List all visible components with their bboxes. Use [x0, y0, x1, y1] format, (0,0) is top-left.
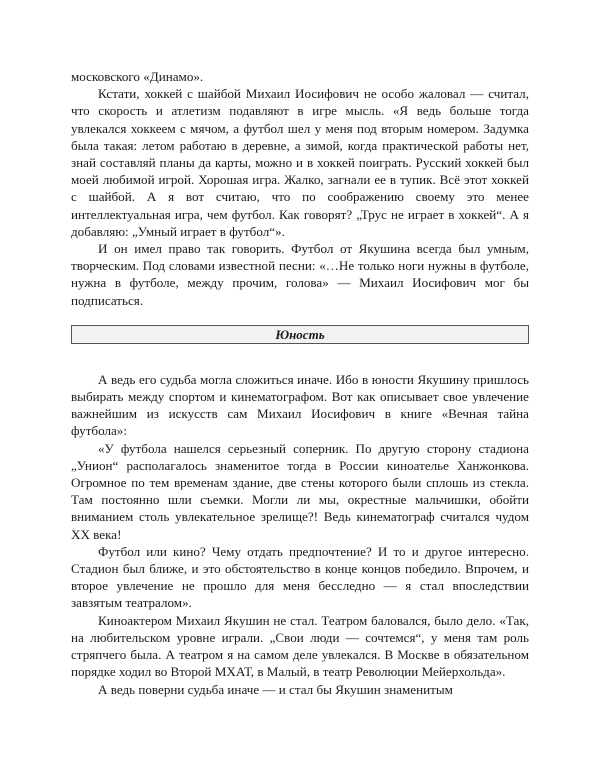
- document-page: [71, 68, 529, 698]
- section-heading: Юность: [71, 325, 529, 344]
- paragraphs-after: [71, 371, 529, 698]
- paragraph: А ведь его судьба могла сложиться иначе. Ибо в юности Якушину пришлось выбирать между спортом и кинематографом. Вот как описывает свое увлечение важнейшим из искусств сам Михаил Иосифович в книге «Вечная тайна футбола»:: [71, 371, 529, 439]
- paragraph: Футбол или кино? Чему отдать предпочтение? И то и другое интересно. Стадион был ближе, и это обстоятельство в конце концов победило. Впрочем, и второе увлечение не прошло для меня бесследно — я стал впоследствии завзятым театралом».: [71, 543, 529, 611]
- paragraph: Кстати, хоккей с шайбой Михаил Иосифович не особо жаловал — считал, что скорость и атлетизм подавляют в игре мысль. «Я ведь больше тогда увлекался хоккеем с мячом, а футбол шел у меня под вторым номером. Задумка была такая: летом работаю в деревне, а зимой, когда практической работы нет, знай составляй планы да карты, можно и в хоккей поиграть. Русский хоккей был моей любимой игрой. Хорошая игра. Жалко, загнали ее в тупик. Всё этот хоккей с шайбой. А я вот считаю, что по соображению своему это менее интеллектуальная игра, чем футбол. Как говорят? „Трус не играет в хоккей“. А я добавляю: „Умный играет в футбол“».: [71, 86, 529, 239]
- paragraph: А ведь поверни судьба иначе — и стал бы Якушин знаменитым: [98, 681, 453, 697]
- paragraph: И он имел право так говорить. Футбол от Якушина всегда был умным, творческим. Под словами известной песни: «…Не только ноги нужны в футболе, нужна в футболе, между прочим, голова» — Михаил Иосифович мог бы подписаться.: [71, 241, 529, 308]
- section-spacer: [71, 344, 529, 371]
- paragraph: Киноактером Михаил Якушин не стал. Театром баловался, было дело. «Так, на любительском уровне играли. „Свои люди — сочтемся“, у меня там роль стряпчего была. А театром я на самом деле увлекался. В Москве в обязательном порядке ходил во Второй МХАТ, в Малый, в театр Революции Мейерхольда».: [71, 612, 529, 680]
- paragraphs-before: [71, 68, 529, 309]
- paragraph: «У футбола нашелся серьезный соперник. По другую сторону стадиона „Унион“ располагалось знаменитое тогда в России киноателье Ханжонкова. Огромное по тем временам здание, две стены которого были сплошь из стекла. Там постоянно шли съемки. Могли ли мы, окрестные мальчишки, обойти вниманием столь увлекательное зрелище?! Ведь кинематограф считался чудом XX века!: [71, 440, 529, 542]
- paragraph: московского «Динамо».: [71, 69, 204, 84]
